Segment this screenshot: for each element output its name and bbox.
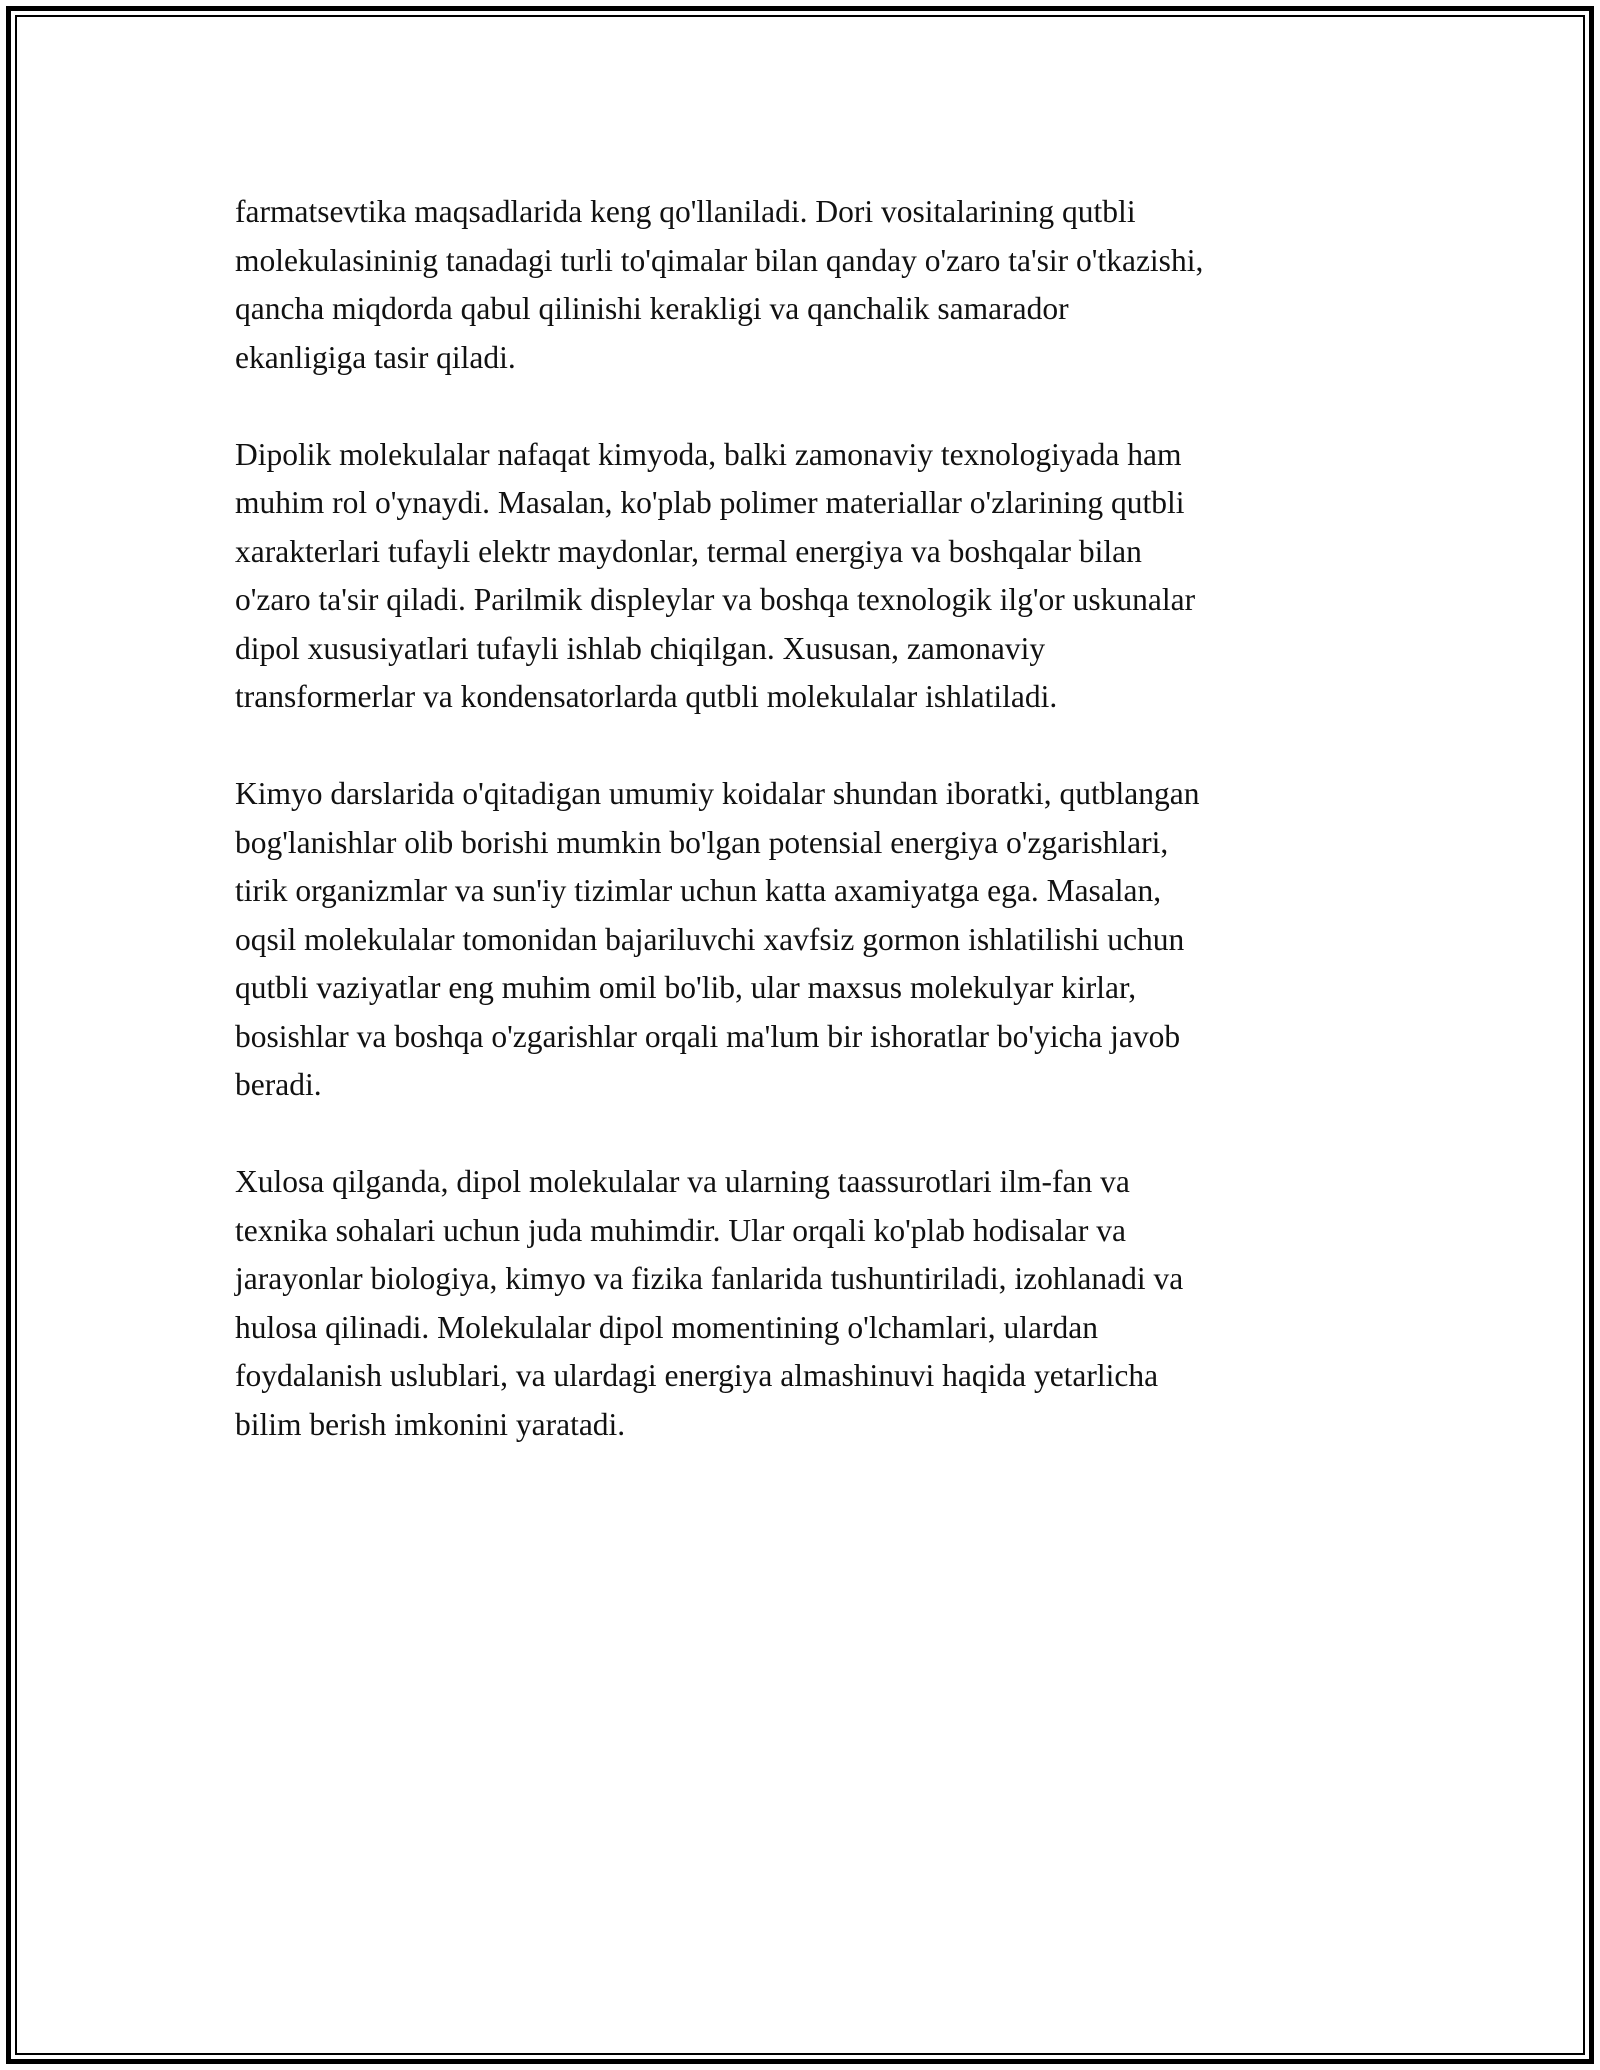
text-line: beradi.	[235, 1067, 322, 1102]
paragraph-3	[235, 770, 1395, 1110]
text-line: xarakterlari tufayli elektr maydonlar, termal energiya va boshqalar bilan	[235, 533, 1142, 569]
document-body	[235, 188, 1395, 1498]
text-line: qancha miqdorda qabul qilinishi kerakligi va qanchalik samarador	[235, 291, 1069, 326]
text-line: foydalanish uslublari, va ulardagi energiya almashinuvi haqida yetarlicha	[235, 1358, 1159, 1393]
text-line: transformerlar va kondensatorlarda qutbli molekulalar ishlatiladi.	[235, 679, 1058, 714]
paragraph-2	[235, 431, 1395, 722]
text-line: molekulasininig tanadagi turli to'qimalar bilan qanday o'zaro ta'sir o'tkazishi,	[235, 242, 1204, 278]
text-line: ekanligiga tasir qiladi.	[235, 339, 516, 375]
paragraph-4	[235, 1158, 1395, 1449]
text-line: texnika sohalari uchun juda muhimdir. Ular orqali ko'plab hodisalar va	[235, 1212, 1126, 1248]
text-line: farmatsevtika maqsadlarida keng qo'llaniladi. Dori vositalarining qutbli	[235, 194, 1136, 229]
text-line: o'zaro ta'sir qiladi. Parilmik displeylar va boshqa texnologik ilg'or uskunalar	[235, 582, 1196, 617]
text-line: bilim berish imkonini yaratadi.	[235, 1406, 626, 1442]
text-line: dipol xususiyatlari tufayli ishlab chiqilgan. Xususan, zamonaviy	[235, 630, 1046, 666]
text-line: Kimyo darslarida o'qitadigan umumiy koidalar shundan iboratki, qutblangan	[235, 776, 1200, 811]
text-line: bog'lanishlar olib borishi mumkin bo'lgan potensial energiya o'zgarishlari,	[235, 824, 1169, 860]
text-line: Xulosa qilganda, dipol molekulalar va ularning taassurotlari ilm-fan va	[235, 1164, 1130, 1199]
paragraph-1	[235, 188, 1395, 382]
text-line: hulosa qilinadi. Molekulalar dipol momentining o'lchamlari, ulardan	[235, 1309, 1098, 1345]
text-line: muhim rol o'ynaydi. Masalan, ko'plab polimer materiallar o'zlarining qutbli	[235, 485, 1185, 520]
text-line: bosishlar va boshqa o'zgarishlar orqali ma'lum bir ishoratlar bo'yicha javob	[235, 1018, 1181, 1054]
text-line: tirik organizmlar va sun'iy tizimlar uchun katta axamiyatga ega. Masalan,	[235, 873, 1162, 908]
text-line: qutbli vaziyatlar eng muhim omil bo'lib, ular maxsus molekulyar kirlar,	[235, 970, 1137, 1005]
text-line: Dipolik molekulalar nafaqat kimyoda, balki zamonaviy texnologiyada ham	[235, 436, 1182, 472]
text-line: jarayonlar biologiya, kimyo va fizika fanlarida tushuntiriladi, izohlanadi va	[235, 1261, 1184, 1296]
text-line: oqsil molekulalar tomonidan bajariluvchi xavfsiz gormon ishlatilishi uchun	[235, 921, 1185, 957]
